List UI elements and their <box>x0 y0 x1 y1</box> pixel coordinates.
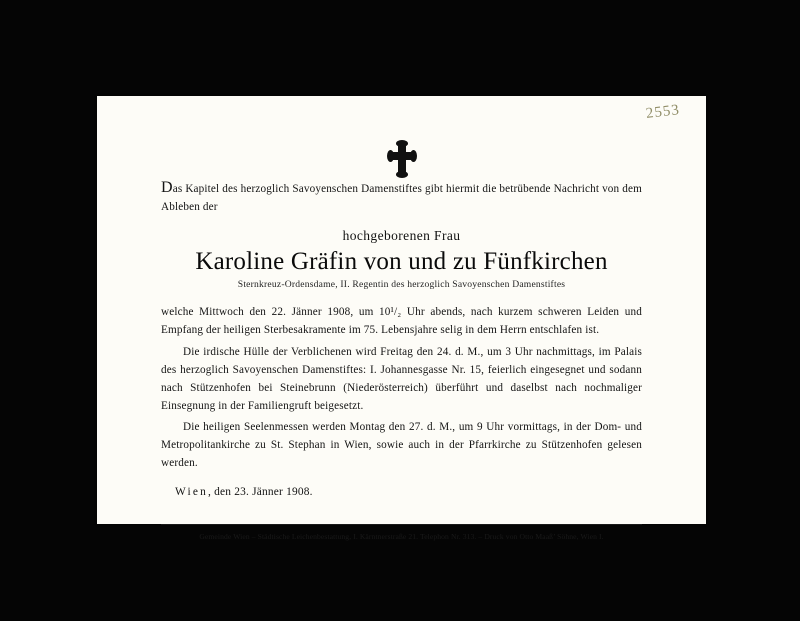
archive-number: 2553 <box>645 101 681 123</box>
death-notice-sheet <box>97 96 706 541</box>
cross-ornament-wrap <box>161 122 642 178</box>
opening-paragraph-text: as Kapitel des herzoglich Savoyenschen Damenstiftes gibt hiermit die betrübende Nachricht von dem Ableben der <box>161 183 642 214</box>
notice-body <box>161 122 642 541</box>
place-city: Wien <box>175 485 209 498</box>
paragraph-death: welche Mittwoch den 22. Jänner 1908, um 10¹/₂ Uhr abends, nach kurzem schweren Leiden und Empfang der heiligen Sterbesakramente im 75. Lebensjahre selig in dem Herrn entschlafen ist. <box>161 306 642 337</box>
latin-cross-icon <box>389 142 415 176</box>
opening-dropcap: D <box>161 179 173 196</box>
rank-line: hochgeborenen Frau <box>342 228 461 244</box>
place-and-date <box>161 486 642 498</box>
paragraph-requiem: Die heiligen Seelenmessen werden Montag den 27. d. M., um 9 Uhr vormittags, in der Dom- und Metropolitankirche zu St. Stephan in Wien, sowie auch in der Pfarrkirche zu Stützenhofen gelesen werden. <box>161 421 642 470</box>
place-date-rest: , den 23. Jänner 1908. <box>208 485 313 498</box>
deceased-titles: Sternkreuz-Ordensdame, II. Regentin des herzoglich Savoyenschen Damenstiftes <box>237 279 566 291</box>
paragraph-funeral: Die irdische Hülle der Verblichenen wird Freitag den 24. d. M., um 3 Uhr nachmittags, im Palais des herzoglich Savoyenschen Damenstiftes: I. Johannesgasse Nr. 15, feierlich eingesegnet und sodann nach Stützenhofen bei Steinebrunn (Niederösterreich) überführt und daselbst nach nochmaliger Einsegnung in der Familiengruft beigesetzt. <box>161 345 642 412</box>
opening-paragraph <box>161 180 642 216</box>
printer-imprint: Gemeinde Wien – Städtische Leichenbestattung, I. Kärntnerstraße 21. Telephon Nr. 313. – Druck von Otto Maaß’ Söhne, Wien I. <box>199 531 604 541</box>
footer-divider <box>161 524 642 525</box>
deceased-name: Karoline Gräfin von und zu Fünfkirchen <box>195 248 608 276</box>
